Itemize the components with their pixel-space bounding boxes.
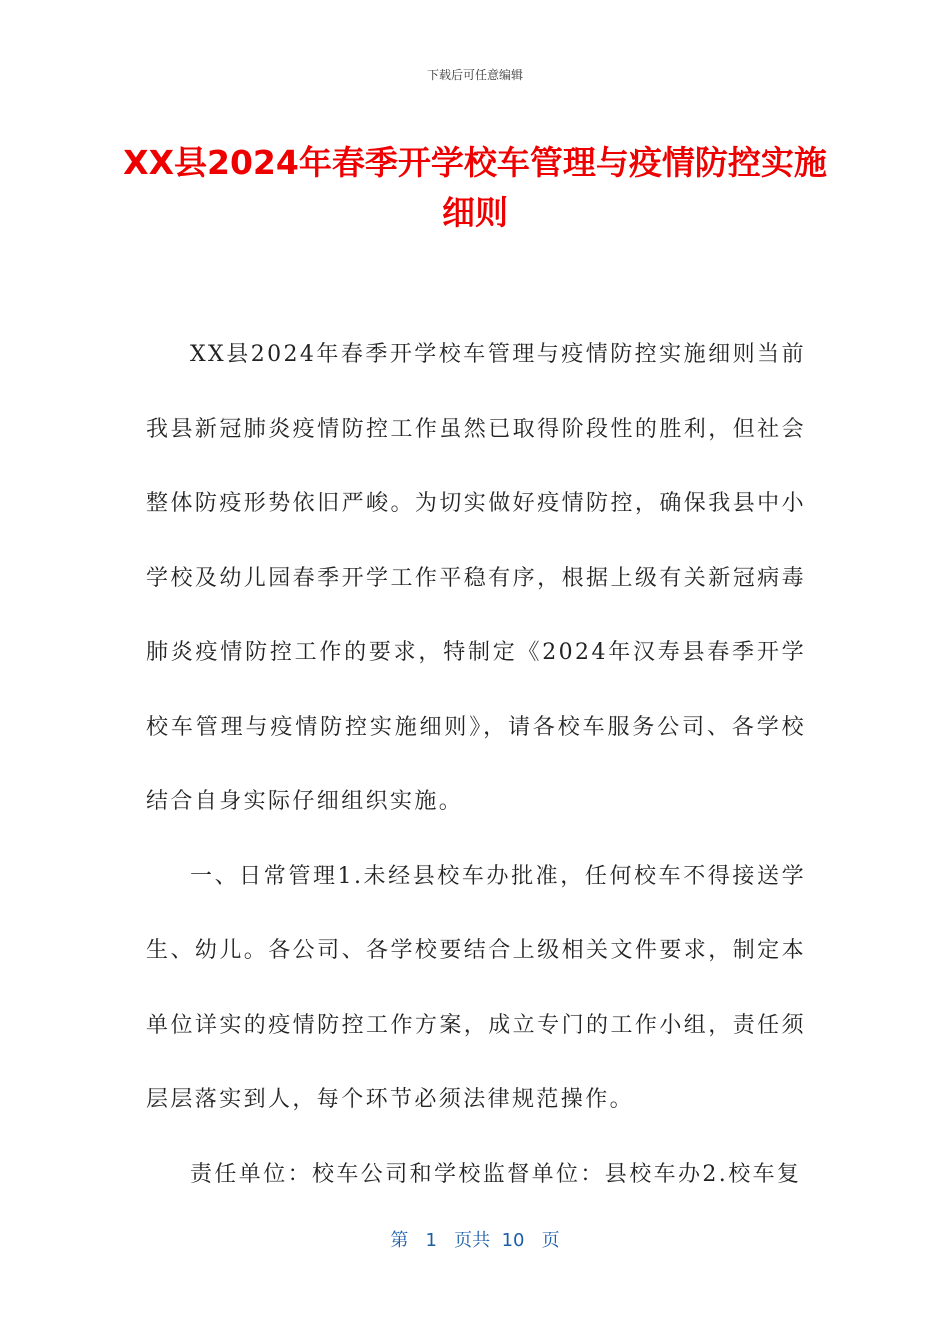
- page-footer: [0, 1226, 950, 1252]
- paragraph-daily-management: 一、日常管理1.未经县校车办批准，任何校车不得接送学生、幼儿。各公司、各学校要结合上级相关文件要求，制定本单位详实的疫情防控工作方案，成立专门的工作小组，责任须层层落实到人，每个环节必须法律规范操作。: [146, 863, 806, 1112]
- footer-prefix: 第: [390, 1230, 409, 1251]
- paragraph-intro: XX县2024年春季开学校车管理与疫情防控实施细则当前我县新冠肺炎疫情防控工作虽然已取得阶段性的胜利，但社会整体防疫形势依旧严峻。为切实做好疫情防控，确保我县中小学校及幼儿园春季开学工作平稳有序，根据上级有关新冠病毒肺炎疫情防控工作的要求，特制定《2024年汉寿县春季开学校车管理与疫情防控实施细则》，请各校车服务公司、各学校结合自身实际仔细组织实施。: [146, 342, 806, 814]
- footer-current-page: 1: [425, 1230, 437, 1251]
- footer-total-pages: 10: [501, 1230, 525, 1251]
- document-title: XX县2024年春季开学校车管理与疫情防控实施细则: [123, 143, 827, 232]
- document-body: [146, 318, 806, 1212]
- footer-suffix: 页: [541, 1230, 560, 1251]
- header-note: 下载后可任意编辑: [426, 68, 523, 82]
- footer-middle: 页共: [454, 1230, 491, 1251]
- paragraph-responsibility: 责任单位：校车公司和学校监督单位：县校车办2.校车复: [190, 1161, 802, 1187]
